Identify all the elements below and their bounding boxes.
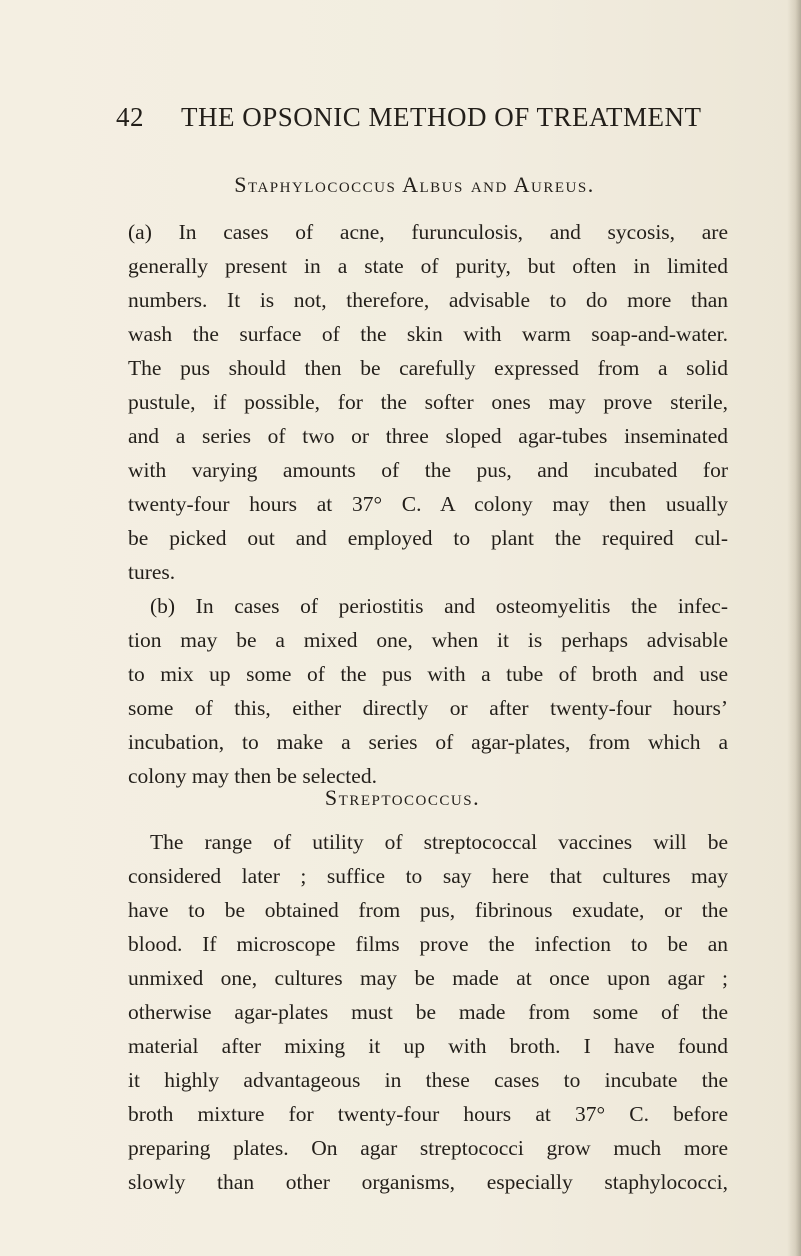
- text-line: wash the surface of the skin with warm soap-and-water.: [128, 322, 728, 346]
- text-line: colony may then be selected.: [128, 764, 377, 788]
- running-title: THE OPSONIC METHOD OF TREATMENT: [181, 102, 702, 132]
- text-line: material after mixing it up with broth. I have found: [128, 1034, 728, 1058]
- text-line: (a) In cases of acne, furunculosis, and sycosis, are: [128, 220, 728, 244]
- text-line: slowly than other organisms, especially staphylococci,: [128, 1170, 728, 1194]
- text-line: twenty-four hours at 37° C. A colony may then usually: [128, 492, 728, 516]
- text-line: numbers. It is not, therefore, advisable to do more than: [128, 288, 728, 312]
- text-line: broth mixture for twenty-four hours at 37° C. before: [128, 1102, 728, 1126]
- page-header: [116, 102, 736, 142]
- text-line: The pus should then be carefully expressed from a solid: [128, 356, 728, 380]
- section-heading-streptococcus: Streptococcus.: [324, 785, 481, 810]
- text-line: have to be obtained from pus, fibrinous exudate, or the: [128, 898, 728, 922]
- text-line: tures.: [128, 560, 176, 584]
- text-line: be picked out and employed to plant the required cul-: [128, 526, 728, 550]
- text-line: (b) In cases of periostitis and osteomyelitis the infec-: [150, 594, 728, 618]
- text-line: preparing plates. On agar streptococci grow much more: [128, 1136, 728, 1160]
- text-line: with varying amounts of the pus, and incubated for: [128, 458, 728, 482]
- text-line: and a series of two or three sloped agar-tubes inseminated: [128, 424, 728, 448]
- text-line: pustule, if possible, for the softer ones may prove sterile,: [128, 390, 728, 414]
- text-line: it highly advantageous in these cases to incubate the: [128, 1068, 728, 1092]
- page-number: 42: [116, 102, 144, 132]
- text-line: to mix up some of the pus with a tube of broth and use: [128, 662, 728, 686]
- text-line: incubation, to make a series of agar-plates, from which a: [128, 730, 728, 754]
- text-line: considered later ; suffice to say here that cultures may: [128, 864, 728, 888]
- text-line: tion may be a mixed one, when it is perhaps advisable: [128, 628, 728, 652]
- section-heading-staphylococcus: Staphylococcus Albus and Aureus.: [234, 172, 595, 197]
- text-line: some of this, either directly or after twenty-four hours’: [128, 696, 728, 720]
- text-line: generally present in a state of purity, but often in limited: [128, 254, 728, 278]
- text-line: otherwise agar-plates must be made from some of the: [128, 1000, 728, 1024]
- text-line: The range of utility of streptococcal vaccines will be: [150, 830, 728, 854]
- text-line: unmixed one, cultures may be made at once upon agar ;: [128, 966, 728, 990]
- text-line: blood. If microscope films prove the infection to be an: [128, 932, 728, 956]
